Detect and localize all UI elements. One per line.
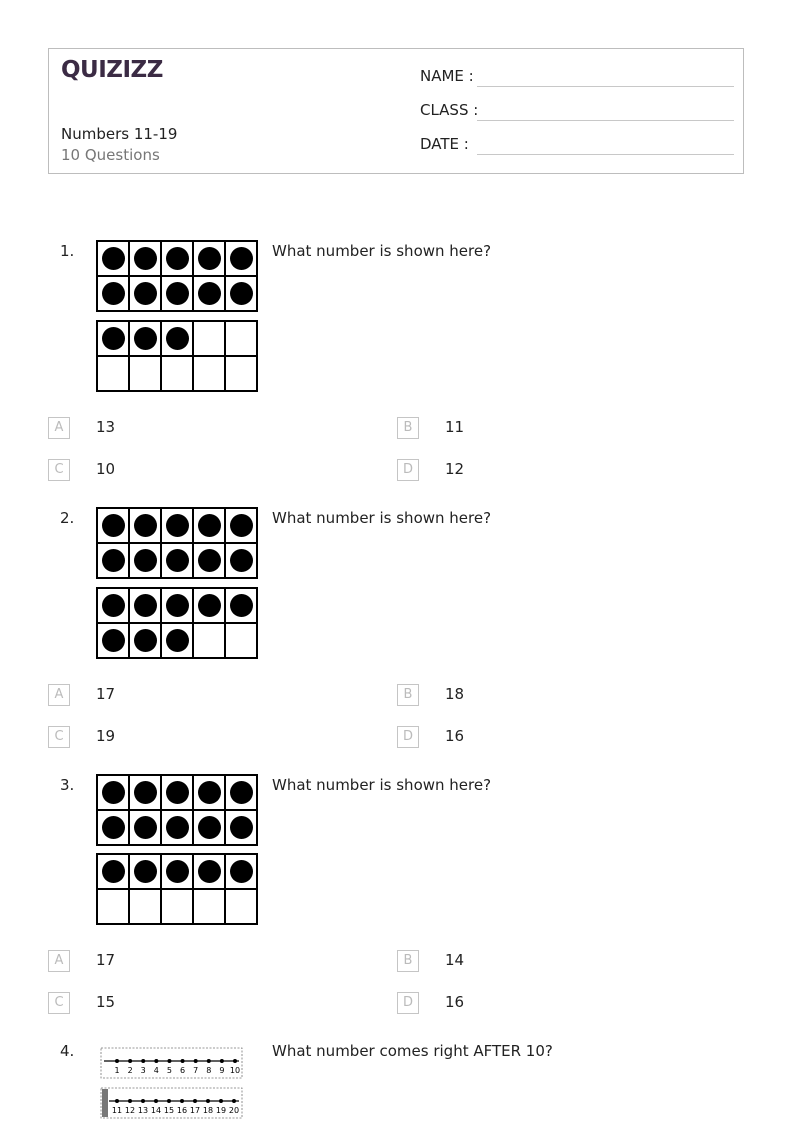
ten-frame-row [97, 889, 257, 924]
number-line-image [100, 1040, 246, 1120]
counter-dot [230, 594, 253, 617]
option-d-text: 16 [445, 727, 465, 745]
ten-frame-cell [161, 276, 193, 311]
option-c-box[interactable]: C [48, 459, 70, 481]
ten-frame-cell [161, 543, 193, 578]
counter-dot [102, 860, 125, 883]
counter-dot [166, 816, 189, 839]
ten-frame-cell [97, 775, 129, 810]
date-field[interactable] [420, 135, 734, 157]
option-b-box[interactable]: B [397, 684, 419, 706]
number-line-point [219, 1099, 223, 1103]
ten-frame-cell [225, 241, 257, 276]
counter-dot [102, 629, 125, 652]
ten-frame-cell [161, 321, 193, 356]
number-line-label: 8 [206, 1066, 212, 1075]
ten-frame-row [97, 508, 257, 543]
ten-frame [96, 774, 258, 846]
ten-frame-cell [97, 276, 129, 311]
number-line-point [167, 1099, 171, 1103]
ten-frame-cell [129, 775, 161, 810]
ten-frame-cell [225, 810, 257, 845]
ten-frame-cell [193, 543, 225, 578]
number-line-label: 9 [219, 1066, 225, 1075]
ten-frame-cell [161, 623, 193, 658]
counter-dot [166, 327, 189, 350]
number-line-label: 19 [215, 1106, 227, 1115]
number-line-point [207, 1059, 211, 1063]
counter-dot [134, 816, 157, 839]
number-line-label: 3 [140, 1066, 146, 1075]
ten-frame-cell [97, 854, 129, 889]
counter-dot [166, 282, 189, 305]
option-d-text: 16 [445, 993, 465, 1011]
option-c-box[interactable]: C [48, 726, 70, 748]
number-line-point [154, 1059, 158, 1063]
option-c-text: 10 [96, 460, 116, 478]
option-d-box[interactable]: D [397, 992, 419, 1014]
ten-frame-cell [161, 775, 193, 810]
ten-frame-cell [129, 508, 161, 543]
counter-dot [134, 549, 157, 572]
ten-frame-cell [161, 356, 193, 391]
ten-frame-cell [193, 276, 225, 311]
number-line-point [141, 1059, 145, 1063]
name-field[interactable] [420, 67, 734, 89]
counter-dot [166, 629, 189, 652]
worksheet-header [48, 48, 744, 174]
ten-frame-cell [129, 889, 161, 924]
counter-dot [166, 514, 189, 537]
counter-dot [102, 781, 125, 804]
ten-frame-cell [225, 321, 257, 356]
ten-frame-cell [225, 623, 257, 658]
date-label: DATE : [420, 135, 469, 153]
counter-dot [198, 816, 221, 839]
ten-frame-cell [161, 588, 193, 623]
ten-frame-cell [225, 775, 257, 810]
ten-frame-cell [129, 241, 161, 276]
number-line-point [128, 1099, 132, 1103]
counter-dot [166, 549, 189, 572]
counter-dot [230, 816, 253, 839]
number-line-point [220, 1059, 224, 1063]
number-line-point [128, 1059, 132, 1063]
ten-frame-cell [129, 810, 161, 845]
ten-frame-cell [97, 889, 129, 924]
counter-dot [166, 781, 189, 804]
number-line-label: 7 [193, 1066, 199, 1075]
number-line-point [115, 1059, 119, 1063]
ten-frame-row [97, 321, 257, 356]
class-field[interactable] [420, 101, 734, 123]
option-d-box[interactable]: D [397, 459, 419, 481]
class-line[interactable] [477, 120, 734, 121]
ten-frame [96, 853, 258, 925]
ten-frame-row [97, 623, 257, 658]
ten-frame-cell [193, 854, 225, 889]
question-text: What number comes right AFTER 10? [272, 1042, 553, 1060]
counter-dot [230, 549, 253, 572]
ten-frame-row [97, 775, 257, 810]
ten-frame-cell [193, 810, 225, 845]
counter-dot [166, 594, 189, 617]
counter-dot [102, 514, 125, 537]
ten-frame-row [97, 276, 257, 311]
number-line-point [115, 1099, 119, 1103]
counter-dot [198, 549, 221, 572]
counter-dot [198, 282, 221, 305]
ten-frame-cell [193, 241, 225, 276]
name-label: NAME : [420, 67, 474, 85]
question-text: What number is shown here? [272, 776, 492, 794]
option-c-box[interactable]: C [48, 992, 70, 1014]
date-line[interactable] [477, 154, 734, 155]
ten-frame-cell [193, 775, 225, 810]
ten-frame-row [97, 588, 257, 623]
option-a-text: 13 [96, 418, 116, 436]
counter-dot [134, 781, 157, 804]
number-line-label: 6 [180, 1066, 186, 1075]
option-b-text: 11 [445, 418, 465, 436]
number-line-point [193, 1099, 197, 1103]
ten-frame-cell [225, 356, 257, 391]
number-line-label: 18 [202, 1106, 214, 1115]
ten-frame-cell [161, 889, 193, 924]
counter-dot [230, 781, 253, 804]
number-line-label: 2 [127, 1066, 133, 1075]
number-line-label: 12 [124, 1106, 136, 1115]
ten-frame-row [97, 356, 257, 391]
option-b-box[interactable]: B [397, 950, 419, 972]
ten-frame-cell [161, 241, 193, 276]
class-label: CLASS : [420, 101, 479, 119]
number-line-point [167, 1059, 171, 1063]
option-b-text: 18 [445, 685, 465, 703]
worksheet-title: Numbers 11-19 [61, 125, 178, 143]
counter-dot [134, 514, 157, 537]
ten-frame-cell [97, 508, 129, 543]
ten-frame-cell [193, 321, 225, 356]
ten-frame-cell [129, 588, 161, 623]
ten-frame-cell [129, 276, 161, 311]
number-line-point [181, 1059, 185, 1063]
number-line-label: 16 [176, 1106, 188, 1115]
number-line-point [232, 1099, 236, 1103]
number-line-label: 17 [189, 1106, 201, 1115]
ten-frame-row [97, 241, 257, 276]
option-a-text: 17 [96, 685, 116, 703]
option-c-text: 15 [96, 993, 116, 1011]
number-line-tab [102, 1089, 108, 1117]
counter-dot [230, 247, 253, 270]
ten-frame-cell [97, 588, 129, 623]
option-d-box[interactable]: D [397, 726, 419, 748]
counter-dot [198, 860, 221, 883]
ten-frame-cell [129, 356, 161, 391]
counter-dot [134, 860, 157, 883]
counter-dot [134, 247, 157, 270]
ten-frame-cell [193, 623, 225, 658]
name-line[interactable] [477, 86, 734, 87]
option-a-box[interactable]: A [48, 417, 70, 439]
question-number: 4. [60, 1042, 75, 1060]
counter-dot [102, 327, 125, 350]
counter-dot [198, 781, 221, 804]
ten-frame-cell [193, 508, 225, 543]
ten-frame-cell [225, 889, 257, 924]
number-line-label: 4 [153, 1066, 159, 1075]
counter-dot [198, 514, 221, 537]
ten-frame-cell [225, 508, 257, 543]
number-line-label: 13 [137, 1106, 149, 1115]
ten-frame-cell [161, 810, 193, 845]
ten-frame-cell [129, 543, 161, 578]
number-line-point [194, 1059, 198, 1063]
counter-dot [230, 860, 253, 883]
counter-dot [102, 282, 125, 305]
counter-dot [102, 594, 125, 617]
number-line-point [180, 1099, 184, 1103]
counter-dot [230, 282, 253, 305]
number-line-label: 11 [111, 1106, 123, 1115]
option-a-box[interactable]: A [48, 950, 70, 972]
counter-dot [102, 816, 125, 839]
question-number: 1. [60, 242, 75, 260]
number-line-point [206, 1099, 210, 1103]
number-line-label: 10 [229, 1066, 241, 1075]
question-count: 10 Questions [61, 146, 160, 164]
option-b-box[interactable]: B [397, 417, 419, 439]
option-b-text: 14 [445, 951, 465, 969]
number-line-label: 1 [114, 1066, 120, 1075]
counter-dot [198, 247, 221, 270]
ten-frame-cell [193, 588, 225, 623]
counter-dot [134, 327, 157, 350]
number-line-point [141, 1099, 145, 1103]
counter-dot [166, 247, 189, 270]
number-line-label: 15 [163, 1106, 175, 1115]
ten-frame-cell [97, 543, 129, 578]
counter-dot [134, 282, 157, 305]
number-line-point [233, 1059, 237, 1063]
counter-dot [134, 629, 157, 652]
ten-frame-cell [97, 810, 129, 845]
ten-frame-row [97, 854, 257, 889]
ten-frame-cell [193, 356, 225, 391]
question-text: What number is shown here? [272, 242, 492, 260]
counter-dot [102, 247, 125, 270]
ten-frame-row [97, 810, 257, 845]
number-line-label: 20 [228, 1106, 240, 1115]
question-text: What number is shown here? [272, 509, 492, 527]
option-a-text: 17 [96, 951, 116, 969]
ten-frame-cell [161, 508, 193, 543]
counter-dot [198, 594, 221, 617]
ten-frame [96, 507, 258, 579]
ten-frame [96, 240, 258, 312]
ten-frame-cell [193, 889, 225, 924]
number-line-label: 14 [150, 1106, 162, 1115]
ten-frame [96, 320, 258, 392]
option-a-box[interactable]: A [48, 684, 70, 706]
ten-frame-cell [129, 854, 161, 889]
ten-frame [96, 587, 258, 659]
quizizz-logo: QUIZIZZ [61, 57, 163, 83]
counter-dot [102, 549, 125, 572]
question-number: 2. [60, 509, 75, 527]
counter-dot [166, 860, 189, 883]
ten-frame-cell [225, 543, 257, 578]
option-c-text: 19 [96, 727, 116, 745]
ten-frame-row [97, 543, 257, 578]
number-line-point [154, 1099, 158, 1103]
number-line-label: 5 [166, 1066, 172, 1075]
question-number: 3. [60, 776, 75, 794]
ten-frame-cell [225, 854, 257, 889]
ten-frame-cell [97, 623, 129, 658]
ten-frame-cell [97, 356, 129, 391]
counter-dot [230, 514, 253, 537]
option-d-text: 12 [445, 460, 465, 478]
ten-frame-cell [161, 854, 193, 889]
counter-dot [134, 594, 157, 617]
ten-frame-cell [129, 623, 161, 658]
ten-frame-cell [225, 276, 257, 311]
ten-frame-cell [225, 588, 257, 623]
ten-frame-cell [129, 321, 161, 356]
ten-frame-cell [97, 241, 129, 276]
ten-frame-cell [97, 321, 129, 356]
